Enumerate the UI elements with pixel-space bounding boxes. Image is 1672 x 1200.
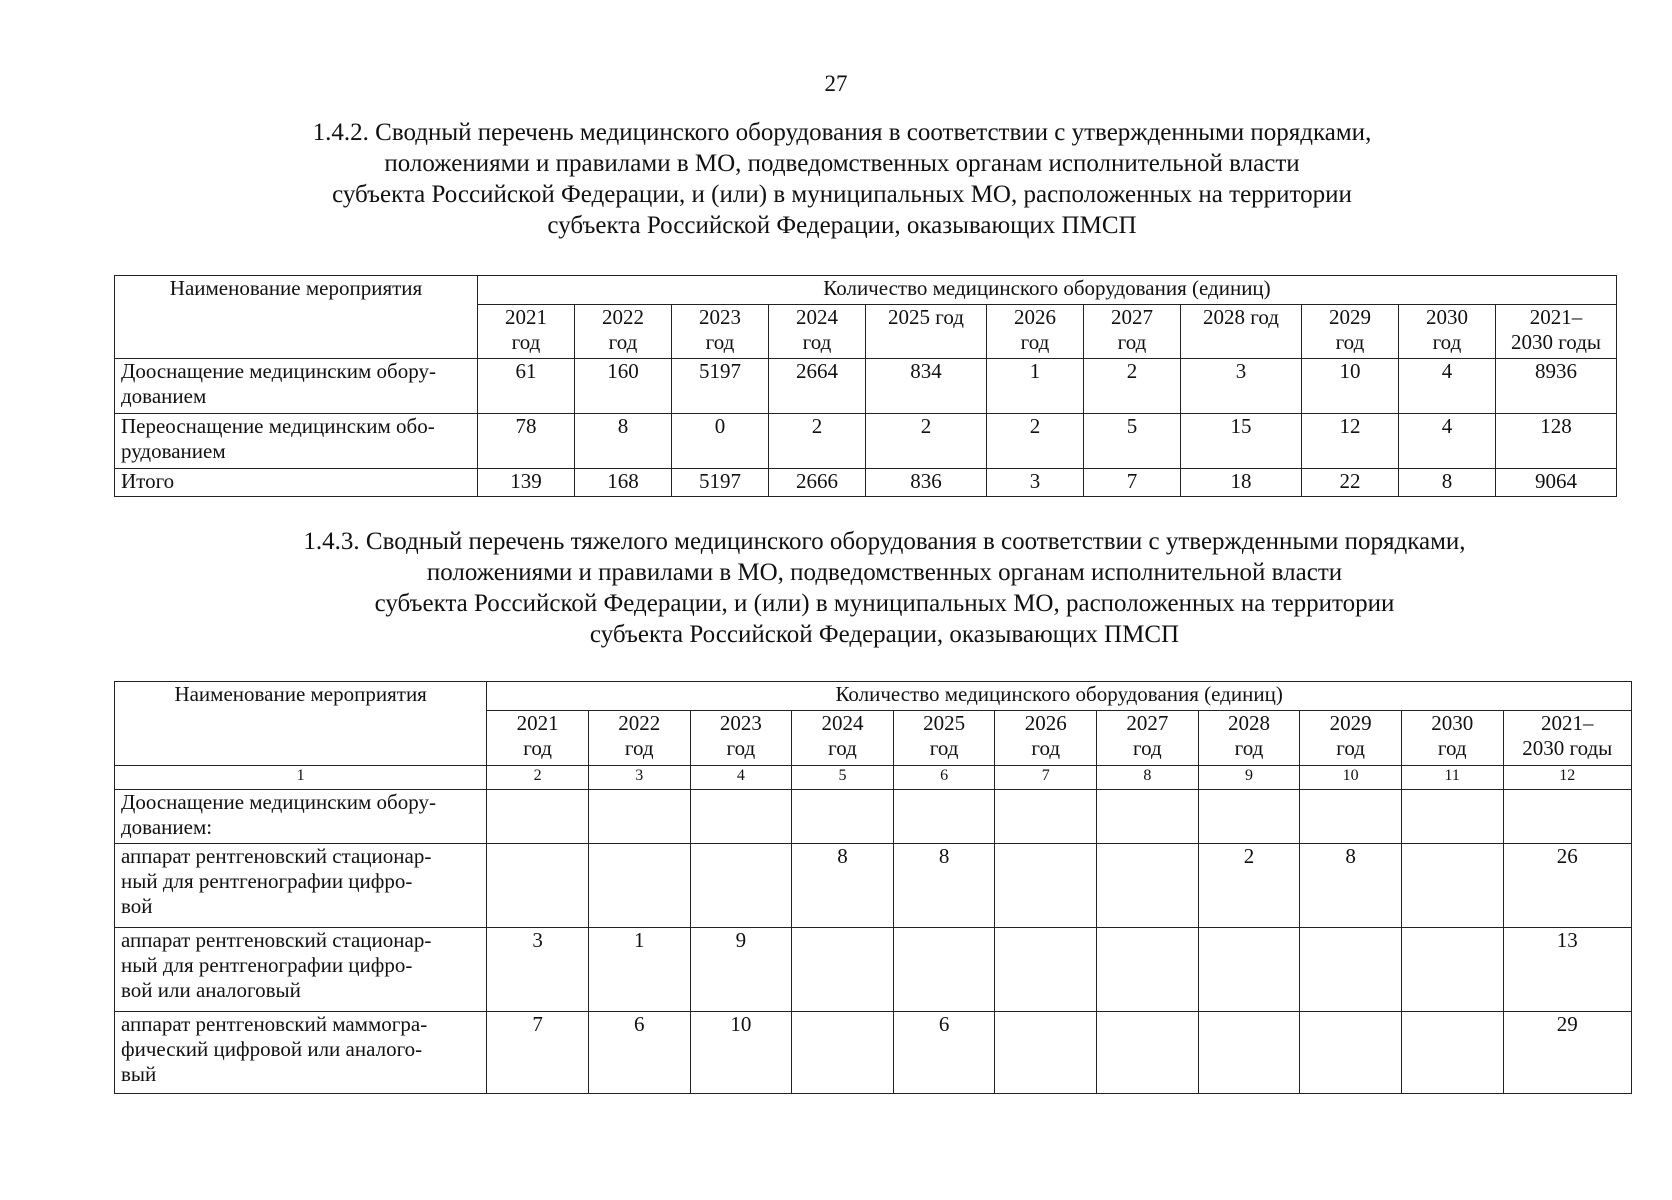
year-header <box>1198 711 1300 766</box>
value-cell: 7 <box>1083 469 1180 497</box>
year-header <box>768 305 865 359</box>
page-number: 27 <box>824 71 848 96</box>
row-name-line: рудованием <box>121 439 226 463</box>
section-1-4-2-title <box>112 117 1572 241</box>
column-number: 8 <box>1097 766 1199 790</box>
column-number: 12 <box>1503 766 1631 790</box>
column-number: 11 <box>1401 766 1503 790</box>
value-cell: 8 <box>574 414 671 469</box>
quantity-group-header: Количество медицинского оборудования (единиц) <box>477 276 1616 305</box>
value-cell: 834 <box>865 359 986 414</box>
year-header-line2: год <box>1336 736 1365 760</box>
value-cell <box>995 844 1097 928</box>
year-header-line2: год <box>1031 736 1061 760</box>
value-cell <box>1198 928 1300 1012</box>
year-header-line2: год <box>1432 330 1462 354</box>
value-cell: 8936 <box>1495 359 1616 414</box>
year-header-line2: год <box>705 330 735 354</box>
row-name-line: аппарат рентгеновский маммогра- <box>121 1012 428 1036</box>
value-cell: 2666 <box>768 469 865 497</box>
value-cell: 3 <box>986 469 1083 497</box>
value-cell: 4 <box>1398 414 1495 469</box>
year-header-line2: год <box>523 736 552 760</box>
year-header-line1: 2030 <box>1431 711 1474 735</box>
value-cell: 1 <box>986 359 1083 414</box>
row-name-line: вый <box>121 1062 157 1086</box>
year-header <box>588 711 690 766</box>
value-cell: 10 <box>1301 359 1398 414</box>
year-header <box>1503 711 1631 766</box>
table-row <box>115 359 1617 414</box>
value-cell: 22 <box>1301 469 1398 497</box>
column-number: 3 <box>588 766 690 790</box>
value-cell: 9064 <box>1495 469 1616 497</box>
value-cell <box>1300 1012 1402 1094</box>
row-name-line: аппарат рентгеновский стационар- <box>121 844 432 868</box>
year-header-line2: год <box>1335 330 1365 354</box>
quantity-group-header: Количество медицинского оборудования (единиц) <box>487 682 1632 711</box>
year-header <box>792 711 894 766</box>
value-cell: 6 <box>588 1012 690 1094</box>
row-name-line: Дооснащение медицинским обору- <box>121 790 436 814</box>
year-header <box>574 305 671 359</box>
value-cell <box>487 844 589 928</box>
row-name-line: фический цифровой или аналого- <box>121 1037 423 1061</box>
year-header-line2: год <box>1133 736 1162 760</box>
year-header-line1: 2029 <box>1329 711 1372 735</box>
value-cell: 1 <box>588 928 690 1012</box>
title-line: субъекта Российской Федерации, и (или) в муниципальных МО, расположенных на территории <box>374 590 1395 617</box>
year-header <box>865 305 986 359</box>
table-row <box>115 414 1617 469</box>
row-name-line: ный для рентгенографии цифро- <box>121 869 413 893</box>
value-cell <box>1401 928 1503 1012</box>
value-cell: 12 <box>1301 414 1398 469</box>
value-cell: 2 <box>1083 359 1180 414</box>
year-header-line1: 2027 <box>1126 711 1169 735</box>
value-cell: 8 <box>1300 844 1402 928</box>
column-number: 1 <box>115 766 487 790</box>
column-number: 9 <box>1198 766 1300 790</box>
value-cell <box>1401 1012 1503 1094</box>
year-header-line1: 2021– <box>1541 711 1594 735</box>
value-cell: 3 <box>1180 359 1301 414</box>
year-header-line1: 2028 <box>1227 711 1270 735</box>
value-cell: 18 <box>1180 469 1301 497</box>
year-header-line1: 2030 <box>1425 305 1468 329</box>
value-cell <box>1401 844 1503 928</box>
value-cell: 5197 <box>671 469 768 497</box>
equipment-table-1-4-2 <box>114 275 1617 497</box>
year-header-line2: год <box>1234 736 1264 760</box>
year-header-line1: 2024 <box>795 305 838 329</box>
row-name-line: вой или аналоговый <box>121 978 301 1002</box>
name-column-header: Наименование мероприятия <box>115 276 478 359</box>
year-header-line1: 2026 <box>1024 711 1067 735</box>
year-header-line1: 2026 <box>1013 305 1056 329</box>
value-cell <box>792 790 894 844</box>
column-number: 7 <box>995 766 1097 790</box>
value-cell: 4 <box>1398 359 1495 414</box>
year-header <box>1180 305 1301 359</box>
value-cell <box>1300 928 1402 1012</box>
year-header-line2: год <box>828 736 857 760</box>
year-header-line2: год <box>1117 330 1147 354</box>
year-header-line1: 2021 <box>504 305 547 329</box>
column-number: 5 <box>792 766 894 790</box>
row-name <box>115 469 478 497</box>
value-cell: 6 <box>893 1012 995 1094</box>
year-header <box>487 711 589 766</box>
value-cell <box>995 928 1097 1012</box>
year-header-line2: год <box>608 330 638 354</box>
title-line: положениями и правилами в МО, подведомственных органам исполнительной власти <box>384 150 1300 177</box>
value-cell <box>1198 790 1300 844</box>
heavy-equipment-table-1-4-3 <box>114 681 1632 1094</box>
table-row <box>115 844 1632 928</box>
row-name <box>115 844 487 928</box>
year-header <box>477 305 574 359</box>
row-name <box>115 790 487 844</box>
value-cell <box>588 790 690 844</box>
value-cell <box>1503 790 1631 844</box>
year-header-line2: год <box>929 736 959 760</box>
column-number: 4 <box>690 766 792 790</box>
value-cell: 5 <box>1083 414 1180 469</box>
value-cell: 0 <box>671 414 768 469</box>
value-cell: 5197 <box>671 359 768 414</box>
year-header-line2: год <box>726 736 756 760</box>
year-header <box>1300 711 1402 766</box>
row-name-line: Переоснащение медицинским обо- <box>121 414 435 438</box>
year-header <box>671 305 768 359</box>
row-name-line: Итого <box>121 469 175 493</box>
value-cell <box>1097 844 1199 928</box>
table-row <box>115 1012 1632 1094</box>
value-cell <box>995 1012 1097 1094</box>
value-cell: 61 <box>477 359 574 414</box>
year-header <box>1495 305 1616 359</box>
year-header <box>1097 711 1199 766</box>
year-header <box>690 711 792 766</box>
year-header <box>995 711 1097 766</box>
value-cell <box>893 790 995 844</box>
name-column-header: Наименование мероприятия <box>115 682 487 766</box>
row-name-line: Дооснащение медицинским обору- <box>121 359 436 383</box>
year-header-line1: 2022 <box>618 711 661 735</box>
row-name <box>115 928 487 1012</box>
section-1-4-3-title <box>112 526 1657 650</box>
value-cell: 2 <box>986 414 1083 469</box>
year-header-line1: 2025 <box>923 711 966 735</box>
value-cell <box>487 790 589 844</box>
year-header-line2: год <box>511 330 541 354</box>
value-cell <box>1097 790 1199 844</box>
year-header-line2: 2030 годы <box>1510 330 1601 354</box>
value-cell <box>1198 1012 1300 1094</box>
year-header-line1: 2023 <box>698 305 741 329</box>
value-cell: 29 <box>1503 1012 1631 1094</box>
value-cell: 10 <box>690 1012 792 1094</box>
year-header-line1: 2021– <box>1529 305 1583 329</box>
value-cell: 8 <box>792 844 894 928</box>
value-cell: 7 <box>487 1012 589 1094</box>
value-cell <box>1097 1012 1199 1094</box>
table-row <box>115 469 1617 497</box>
value-cell: 2664 <box>768 359 865 414</box>
year-header-line1: 2021 <box>516 711 559 735</box>
value-cell <box>792 1012 894 1094</box>
row-name-line: дованием: <box>121 815 213 839</box>
row-name <box>115 1012 487 1094</box>
value-cell <box>1401 790 1503 844</box>
year-header-line1: 2023 <box>719 711 762 735</box>
row-name <box>115 414 478 469</box>
year-header-line1: 2027 <box>1110 305 1153 329</box>
value-cell: 139 <box>477 469 574 497</box>
title-line: 1.4.2. Сводный перечень медицинского оборудования в соответствии с утвержденными порядками, <box>312 119 1372 146</box>
value-cell <box>1097 928 1199 1012</box>
table-row <box>115 928 1632 1012</box>
value-cell <box>690 844 792 928</box>
title-line: субъекта Российской Федерации, и (или) в муниципальных МО, расположенных на территории <box>332 181 1352 208</box>
value-cell: 8 <box>1398 469 1495 497</box>
year-header-line1: 2029 <box>1328 305 1371 329</box>
year-header-line1: 2025 год <box>888 305 964 329</box>
year-header-line2: год <box>1020 330 1050 354</box>
value-cell: 160 <box>574 359 671 414</box>
value-cell: 15 <box>1180 414 1301 469</box>
value-cell: 9 <box>690 928 792 1012</box>
row-name-line: дованием <box>121 384 207 408</box>
row-name <box>115 359 478 414</box>
value-cell: 8 <box>893 844 995 928</box>
value-cell: 2 <box>1198 844 1300 928</box>
row-name-line: вой <box>121 894 153 918</box>
value-cell <box>995 790 1097 844</box>
value-cell <box>690 790 792 844</box>
value-cell: 128 <box>1495 414 1616 469</box>
value-cell <box>1300 790 1402 844</box>
value-cell <box>588 844 690 928</box>
year-header-line2: год <box>802 330 832 354</box>
year-header <box>1398 305 1495 359</box>
title-line: 1.4.3. Сводный перечень тяжелого медицинского оборудования в соответствии с утвержденными порядками, <box>303 528 1466 555</box>
year-header-line1: 2022 <box>601 305 644 329</box>
year-header <box>1401 711 1503 766</box>
year-header-line1: 2024 <box>821 711 864 735</box>
title-line: субъекта Российской Федерации, оказывающих ПМСП <box>589 621 1180 648</box>
value-cell: 2 <box>865 414 986 469</box>
row-name-line: ный для рентгенографии цифро- <box>121 953 413 977</box>
value-cell: 3 <box>487 928 589 1012</box>
row-name-line: аппарат рентгеновский стационар- <box>121 928 432 952</box>
year-header <box>986 305 1083 359</box>
year-header-line2: год <box>624 736 654 760</box>
title-line: положениями и правилами в МО, подведомственных органам исполнительной власти <box>426 559 1343 586</box>
column-number: 10 <box>1300 766 1402 790</box>
column-number: 6 <box>893 766 995 790</box>
value-cell <box>792 928 894 1012</box>
value-cell: 2 <box>768 414 865 469</box>
value-cell: 26 <box>1503 844 1631 928</box>
year-header-line2: 2030 годы <box>1522 736 1613 760</box>
year-header <box>893 711 995 766</box>
value-cell: 168 <box>574 469 671 497</box>
title-line: субъекта Российской Федерации, оказывающих ПМСП <box>547 212 1137 239</box>
column-number: 2 <box>487 766 589 790</box>
year-header <box>1083 305 1180 359</box>
value-cell <box>893 928 995 1012</box>
table-row <box>115 790 1632 844</box>
value-cell: 13 <box>1503 928 1631 1012</box>
year-header-line2: год <box>1437 736 1467 760</box>
year-header <box>1301 305 1398 359</box>
value-cell: 78 <box>477 414 574 469</box>
value-cell: 836 <box>865 469 986 497</box>
year-header-line1: 2028 год <box>1202 305 1279 329</box>
